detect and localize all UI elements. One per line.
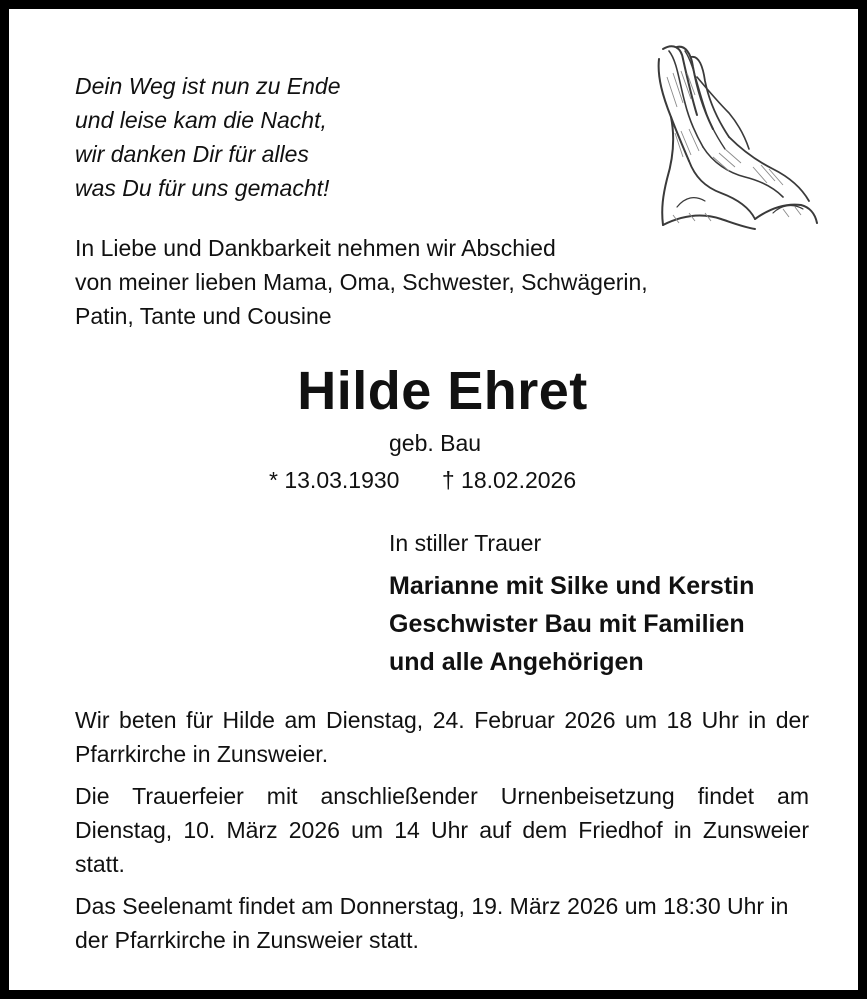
mourner-line: und alle Angehörigen <box>389 648 644 676</box>
farewell-intro <box>75 231 648 333</box>
intro-line: von meiner lieben Mama, Oma, Schwester, Schwägerin, <box>75 269 648 295</box>
intro-line: In Liebe und Dankbarkeit nehmen wir Abschied <box>75 235 556 261</box>
poem-line: wir danken Dir für alles <box>75 141 309 167</box>
deceased-name: Hilde Ehret <box>297 361 588 421</box>
maiden-name: geb. Bau <box>389 430 482 456</box>
poem <box>75 69 341 205</box>
service-notices <box>75 703 809 965</box>
death-date: † 18.02.2026 <box>441 467 577 493</box>
poem-line: was Du für uns gemacht! <box>75 175 330 201</box>
mourners-list <box>389 567 754 681</box>
funeral-notice: Die Trauerfeier mit anschließender Urnenbeisetzung findet am Dienstag, 10. März 2026 um 14 Uhr auf dem Friedhof in Zunsweier statt. <box>75 783 809 877</box>
prayer-notice: Wir beten für Hilde am Dienstag, 24. Februar 2026 um 18 Uhr in der Pfarrkirche in Zunsweier. <box>75 707 809 767</box>
mourner-line: Geschwister Bau mit Familien <box>389 610 745 638</box>
poem-line: Dein Weg ist nun zu Ende <box>75 73 341 99</box>
praying-hands-icon <box>633 37 819 233</box>
poem-line: und leise kam die Nacht, <box>75 107 327 133</box>
birth-date: * 13.03.1930 <box>269 467 400 493</box>
intro-line: Patin, Tante und Cousine <box>75 303 332 329</box>
life-dates <box>269 464 576 496</box>
mourner-line: Marianne mit Silke und Kerstin <box>389 572 755 600</box>
mourning-intro: In stiller Trauer <box>389 530 542 556</box>
requiem-notice: Das Seelenamt findet am Donnerstag, 19. März 2026 um 18:30 Uhr in der Pfarrkirche in Zunsweier statt. <box>75 893 789 953</box>
